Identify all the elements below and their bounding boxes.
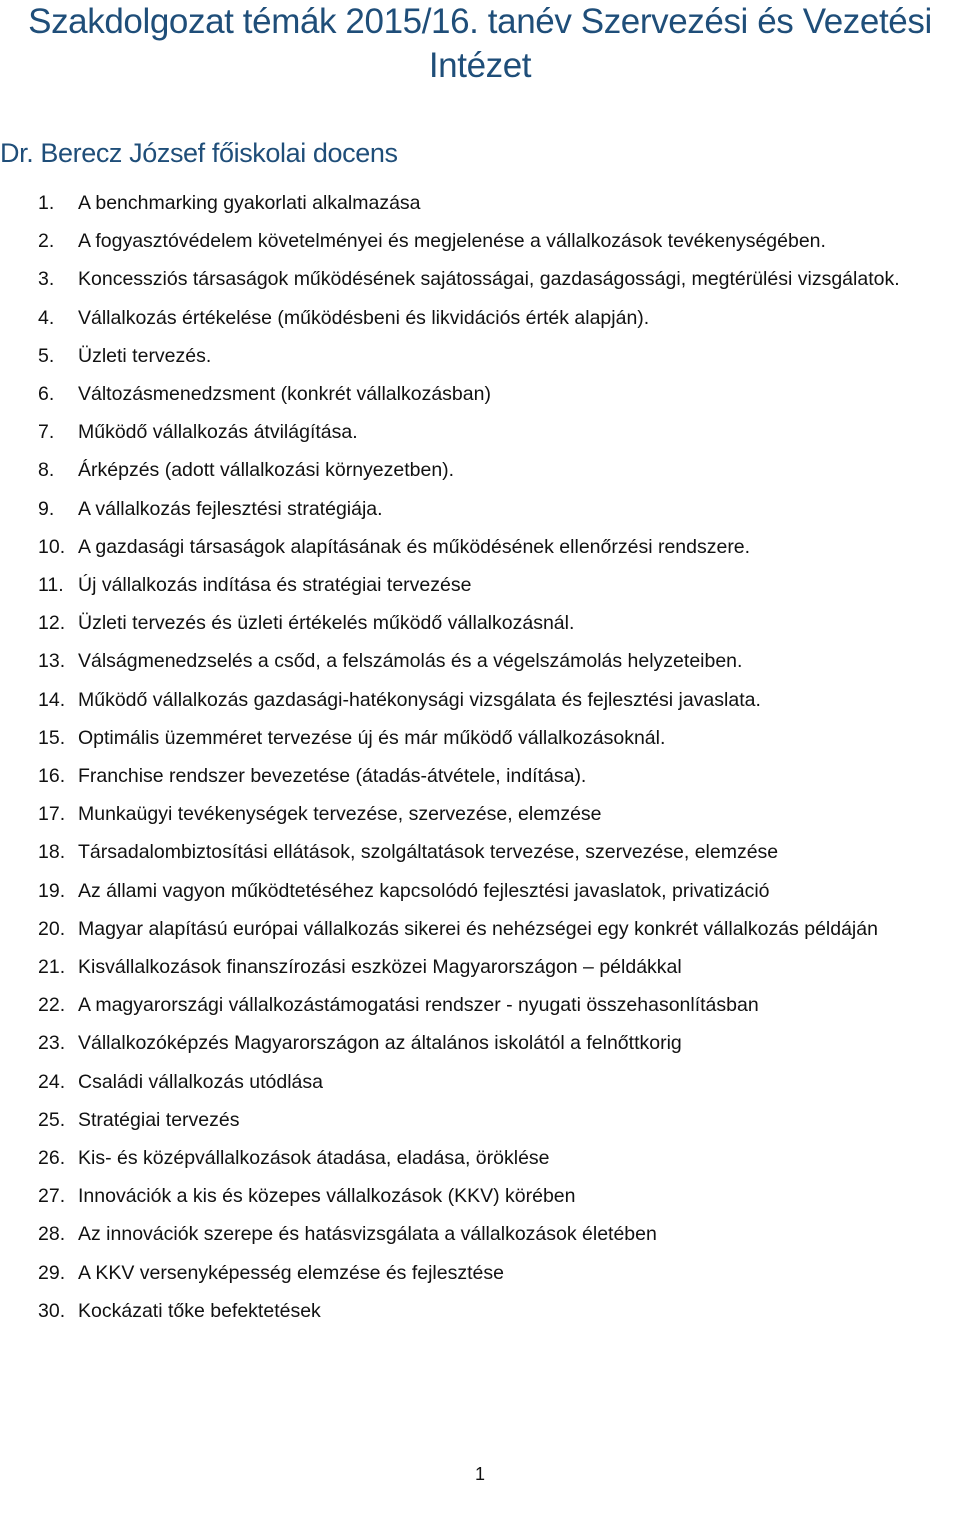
topic-number: 22.: [38, 994, 66, 1017]
topic-text: Munkaügyi tevékenységek tervezése, szervezése, elemzése: [78, 803, 602, 826]
topic-text: Új vállalkozás indítása és stratégiai tervezése: [78, 574, 472, 597]
topic-item: [0, 375, 960, 413]
topic-number: 11.: [38, 574, 64, 597]
topic-item: [0, 1139, 960, 1177]
topic-item: [0, 260, 960, 298]
title-line-2: Intézet: [428, 46, 532, 85]
topic-item: [0, 948, 960, 986]
topic-item: [0, 451, 960, 489]
topic-list: [0, 184, 960, 1330]
topic-text: Optimális üzemméret tervezése új és már működő vállalkozásoknál.: [78, 726, 666, 749]
topic-number: 18.: [38, 841, 66, 864]
topic-number: 23.: [38, 1032, 66, 1055]
supervisor-heading: Dr. Berecz József főiskolai docens: [0, 138, 398, 168]
topic-item: [0, 566, 960, 604]
topic-number: 21.: [38, 956, 66, 979]
topic-item: [0, 872, 960, 910]
topic-text: A fogyasztóvédelem követelményei és megjelenése a vállalkozások tevékenységében.: [78, 230, 826, 253]
topic-number: 10.: [38, 535, 66, 558]
topic-item: [0, 528, 960, 566]
topic-number: 7.: [38, 421, 55, 444]
topic-text: A magyarországi vállalkozástámogatási rendszer - nyugati összehasonlításban: [78, 994, 759, 1017]
topic-text: Árképzés (adott vállalkozási környezetben).: [78, 459, 455, 482]
topic-text: Vállalkozóképzés Magyarországon az általános iskolától a felnőttkorig: [78, 1032, 682, 1055]
topic-item: [0, 681, 960, 719]
topic-item: [0, 222, 960, 260]
topic-item: [0, 413, 960, 451]
topic-item: [0, 337, 960, 375]
topic-item: [0, 642, 960, 680]
topic-number: 6.: [38, 383, 55, 406]
topic-item: [0, 833, 960, 871]
topic-item: [0, 1101, 960, 1139]
topic-text: Válságmenedzselés a csőd, a felszámolás és a végelszámolás helyzeteiben.: [78, 650, 743, 673]
topic-item: [0, 986, 960, 1024]
topic-item: [0, 1024, 960, 1062]
topic-number: 25.: [38, 1108, 66, 1131]
topic-number: 15.: [38, 726, 66, 749]
topic-number: 14.: [38, 688, 66, 711]
page-number: 1: [474, 1464, 485, 1484]
topic-item: [0, 757, 960, 795]
topic-text: Koncessziós társaságok működésének sajátosságai, gazdaságossági, megtérülési vizsgálatok.: [78, 268, 900, 291]
topic-item: [0, 1292, 960, 1330]
topic-number: 16.: [38, 765, 66, 788]
topic-text: A benchmarking gyakorlati alkalmazása: [78, 192, 421, 214]
topic-item: [0, 299, 960, 337]
topic-number: 24.: [38, 1070, 66, 1093]
topic-number: 26.: [38, 1147, 66, 1170]
topic-item: [0, 1215, 960, 1253]
topic-item: [0, 604, 960, 642]
title-line-1: Szakdolgozat témák 2015/16. tanév Szervezési és Vezetési: [28, 2, 932, 41]
topic-number: 20.: [38, 917, 66, 940]
topic-text: Az állami vagyon működtetéséhez kapcsolódó fejlesztési javaslatok, privatizáció: [78, 879, 770, 902]
topic-number: 28.: [38, 1223, 66, 1246]
topic-number: 27.: [38, 1185, 66, 1208]
topic-text: Működő vállalkozás gazdasági-hatékonysági vizsgálata és fejlesztési javaslata.: [78, 688, 761, 711]
topic-item: [0, 1254, 960, 1292]
topic-item: [0, 1177, 960, 1215]
topic-text: Változásmenedzsment (konkrét vállalkozásban): [78, 383, 491, 406]
topic-text: Franchise rendszer bevezetése (átadás-átvétele, indítása).: [78, 765, 587, 788]
topic-number: 19.: [38, 879, 66, 902]
topic-number: 3.: [38, 268, 55, 291]
topic-text: Az innovációk szerepe és hatásvizsgálata a vállalkozások életében: [78, 1223, 657, 1246]
topic-text: Működő vállalkozás átvilágítása.: [78, 421, 358, 444]
topic-number: 4.: [38, 306, 55, 329]
topic-number: 5.: [38, 344, 55, 367]
document-title: [0, 0, 960, 88]
topic-text: Stratégiai tervezés: [78, 1108, 240, 1131]
topic-text: Kockázati tőke befektetések: [78, 1299, 321, 1322]
topic-text: A vállalkozás fejlesztési stratégiája.: [78, 497, 383, 520]
topic-number: 17.: [38, 803, 66, 826]
topic-text: A gazdasági társaságok alapításának és működésének ellenőrzési rendszere.: [78, 535, 751, 558]
topic-text: Innovációk a kis és közepes vállalkozások (KKV) körében: [78, 1185, 576, 1208]
topic-text: Kis- és középvállalkozások átadása, eladása, öröklése: [78, 1147, 550, 1170]
topic-text: Üzleti tervezés.: [78, 344, 212, 367]
topic-number: 29.: [38, 1261, 66, 1284]
topic-text: Családi vállalkozás utódlása: [78, 1070, 323, 1093]
topic-number: 12.: [38, 612, 66, 635]
topic-item: [0, 184, 960, 222]
topic-number: 2.: [38, 230, 55, 253]
topic-number: 9.: [38, 497, 55, 520]
topic-number: 30.: [38, 1299, 66, 1322]
topic-item: [0, 795, 960, 833]
topic-text: Magyar alapítású európai vállalkozás sikerei és nehézségei egy konkrét vállalkozás példáján: [78, 917, 878, 940]
topic-text: Vállalkozás értékelése (működésbeni és likvidációs érték alapján).: [78, 306, 650, 329]
topic-item: [0, 719, 960, 757]
topic-text: A KKV versenyképesség elemzése és fejlesztése: [78, 1261, 504, 1284]
topic-item: [0, 910, 960, 948]
topic-number: 8.: [38, 459, 55, 482]
topic-text: Üzleti tervezés és üzleti értékelés működő vállalkozásnál.: [78, 612, 575, 635]
topic-item: [0, 1063, 960, 1101]
topic-number: 13.: [38, 650, 66, 673]
topic-item: [0, 490, 960, 528]
topic-text: Társadalombiztosítási ellátások, szolgáltatások tervezése, szervezése, elemzése: [78, 841, 779, 864]
topic-number: 1.: [38, 192, 55, 214]
topic-text: Kisvállalkozások finanszírozási eszközei Magyarországon – példákkal: [78, 956, 682, 979]
